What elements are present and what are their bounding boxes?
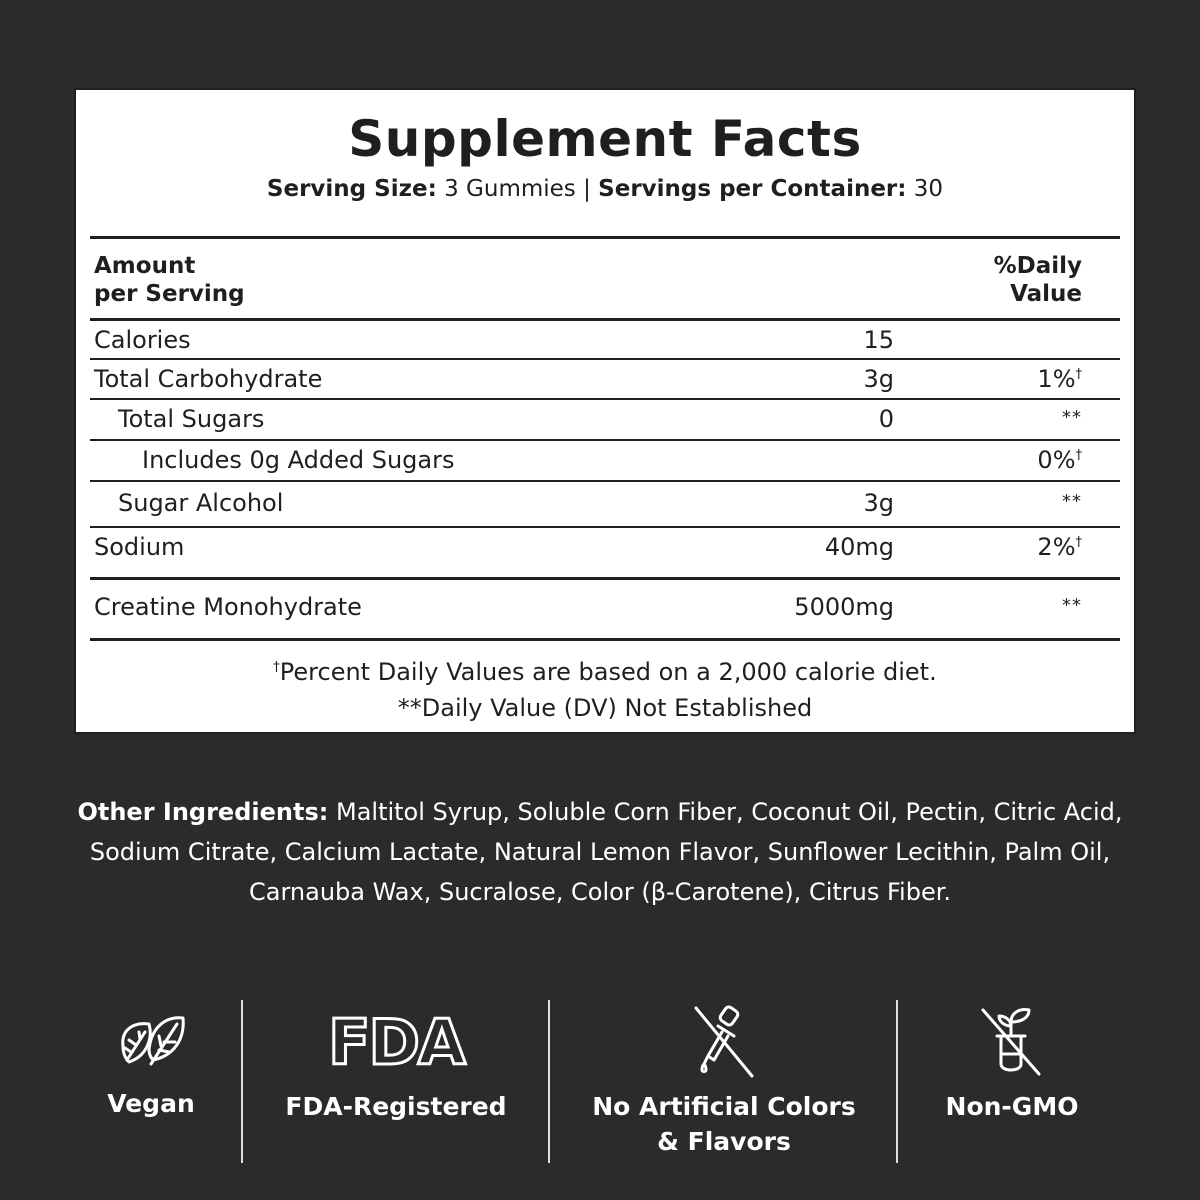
- row-daily-value: **: [1062, 407, 1082, 428]
- badge-vegan: [60, 1000, 242, 1165]
- divider-bottom: [90, 638, 1120, 641]
- header-amount: [94, 252, 245, 308]
- header-amount-line1: Amount: [94, 253, 196, 279]
- fda-logo: [316, 1010, 476, 1074]
- row-name: Total Carbohydrate: [94, 365, 323, 393]
- serving-size-value: 3 Gummies: [444, 176, 576, 202]
- row-name: Creatine Monohydrate: [94, 593, 362, 621]
- row-name: Total Sugars: [118, 405, 265, 433]
- row-daily-value: 1%†: [1037, 365, 1082, 393]
- badge-label: No Artificial Colors: [592, 1092, 856, 1121]
- no-gmo-icon: [977, 1004, 1047, 1078]
- badge-label: Vegan: [107, 1089, 195, 1118]
- row-amount: 15: [863, 326, 894, 354]
- row-name: Calories: [94, 326, 191, 354]
- row-divider: [90, 526, 1120, 528]
- row-daily-value: 0%†: [1037, 446, 1082, 474]
- row-amount: 5000mg: [794, 593, 894, 621]
- supplement-facts-panel: [74, 88, 1136, 734]
- divider-top: [90, 236, 1120, 239]
- no-dropper-icon: [692, 1004, 756, 1080]
- header-dv-line2: Value: [1010, 281, 1082, 307]
- badge-label: Non-GMO: [945, 1092, 1079, 1121]
- leaf-icon: [113, 1008, 189, 1076]
- row-divider: [90, 358, 1120, 360]
- row-divider: [90, 480, 1120, 482]
- footnote-dv: **Daily Value (DV) Not Established: [397, 694, 813, 722]
- other-ingredients: [60, 792, 1140, 912]
- serving-divider: |: [583, 176, 591, 202]
- row-amount: 0: [878, 405, 894, 433]
- servings-label: Servings per Container:: [598, 176, 907, 202]
- row-amount: 40mg: [824, 533, 894, 561]
- serving-info: [76, 176, 1134, 202]
- badge-label: & Flavors: [657, 1127, 791, 1156]
- ingredients-text: Maltitol Syrup, Soluble Corn Fiber, Coconut Oil, Pectin, Citric Acid, Sodium Citrate, Calcium Lactate, Natural Lemon Flavor, Sunflower Lecithin, Palm Oil, Carnauba Wax, Sucralose, Color (β-Carotene), Citrus Fiber.: [89, 798, 1123, 906]
- badge-no-artificial: [550, 1000, 898, 1165]
- badge-fda: [242, 1000, 550, 1165]
- panel-title: Supplement Facts: [348, 110, 862, 168]
- row-daily-value: **: [1062, 491, 1082, 512]
- row-name: Includes 0g Added Sugars: [142, 446, 455, 474]
- divider-header: [90, 318, 1120, 321]
- svg-text:FDA: FDA: [328, 1010, 464, 1074]
- row-daily-value: **: [1062, 595, 1082, 616]
- badge-non-gmo: [898, 1000, 1126, 1165]
- header-dv-line1: %Daily: [993, 253, 1082, 279]
- servings-value: 30: [913, 176, 944, 202]
- row-divider: [90, 398, 1120, 400]
- row-amount: 3g: [863, 365, 894, 393]
- badges-row: [60, 1000, 1140, 1165]
- footnote-percent: †Percent Daily Values are based on a 2,000 calorie diet.: [273, 658, 937, 686]
- serving-size-label: Serving Size:: [266, 176, 437, 202]
- badge-label: FDA-Registered: [285, 1092, 507, 1121]
- row-amount: 3g: [863, 489, 894, 517]
- row-name: Sodium: [94, 533, 185, 561]
- divider-section: [90, 577, 1120, 580]
- row-daily-value: 2%†: [1037, 533, 1082, 561]
- row-divider: [90, 439, 1120, 441]
- header-amount-line2: per Serving: [94, 281, 245, 307]
- row-name: Sugar Alcohol: [118, 489, 284, 517]
- header-daily-value: [994, 252, 1082, 308]
- ingredients-label: Other Ingredients:: [77, 798, 329, 826]
